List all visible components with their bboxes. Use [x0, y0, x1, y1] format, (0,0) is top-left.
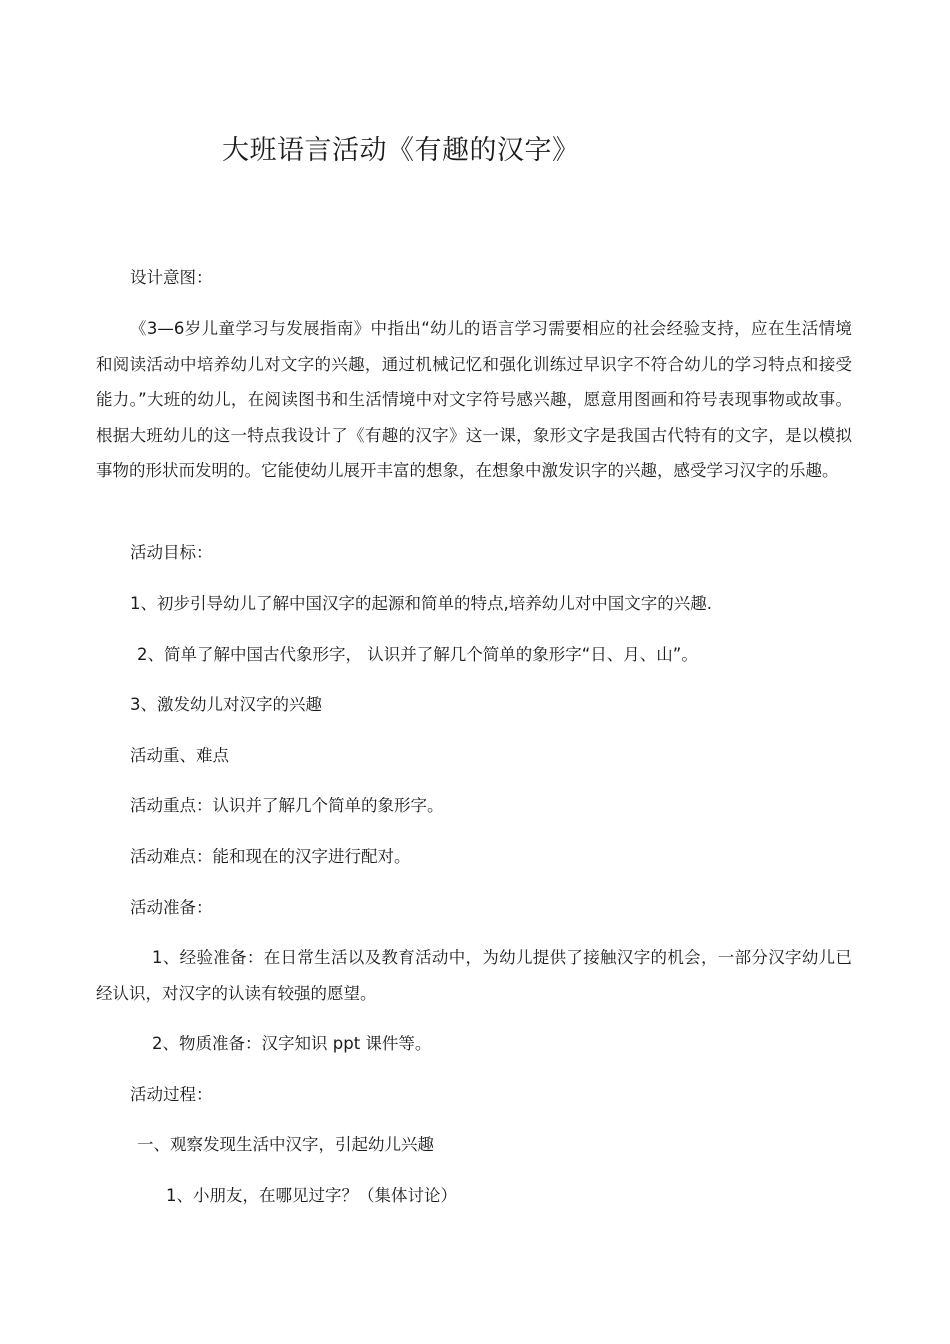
- goal-item-3: 3、激发幼儿对汉字的兴趣: [130, 695, 322, 714]
- document-title: 大班语言活动《有趣的汉字》: [222, 135, 580, 166]
- preparation-item-2: 2、物质准备：汉字知识 ppt 课件等。: [152, 1034, 432, 1053]
- preparation-item-1: 1、经验准备：在日常生活以及教育活动中，为幼儿提供了接触汉字的机会，一部分汉字幼儿已经认识，对汉字的认读有较强的愿望。: [96, 948, 852, 1003]
- process-step-1: 一、观察发现生活中汉字，引起幼儿兴趣: [137, 1135, 434, 1154]
- design-intent-heading: 设计意图：: [130, 268, 213, 287]
- key-point: 活动重点：认识并了解几个简单的象形字。: [130, 796, 444, 815]
- preparation-heading: 活动准备：: [130, 898, 213, 917]
- key-difficult-heading: 活动重、难点: [130, 746, 229, 765]
- difficult-point: 活动难点：能和现在的汉字进行配对。: [130, 847, 411, 866]
- goals-heading: 活动目标：: [130, 543, 213, 562]
- process-heading: 活动过程：: [130, 1085, 213, 1104]
- goal-item-1: 1、初步引导幼儿了解中国汉字的起源和简单的特点,培养幼儿对中国文字的兴趣.: [130, 594, 712, 613]
- design-intent-paragraph: 《3—6岁儿童学习与发展指南》中指出“幼儿的语言学习需要相应的社会经验支持，应在生活情境和阅读活动中培养幼儿对文字的兴趣，通过机械记忆和强化训练过早识字不符合幼儿的学习特点和接受能力。”大班的幼儿，在阅读图书和生活情境中对文字符号感兴趣，愿意用图画和符号表现事物或故事。根据大班幼儿的这一特点我设计了《有趣的汉字》这一课，象形文字是我国古代特有的文字，是以模拟事物的形状而发明的。它能使幼儿展开丰富的想象，在想象中激发识字的兴趣，感受学习汉字的乐趣。: [96, 319, 852, 480]
- goal-item-2: 2、简单了解中国古代象形字， 认识并了解几个简单的象形字“日、月、山”。: [137, 645, 698, 664]
- process-step-1-1: 1、小朋友，在哪见过字？（集体讨论）: [166, 1186, 457, 1205]
